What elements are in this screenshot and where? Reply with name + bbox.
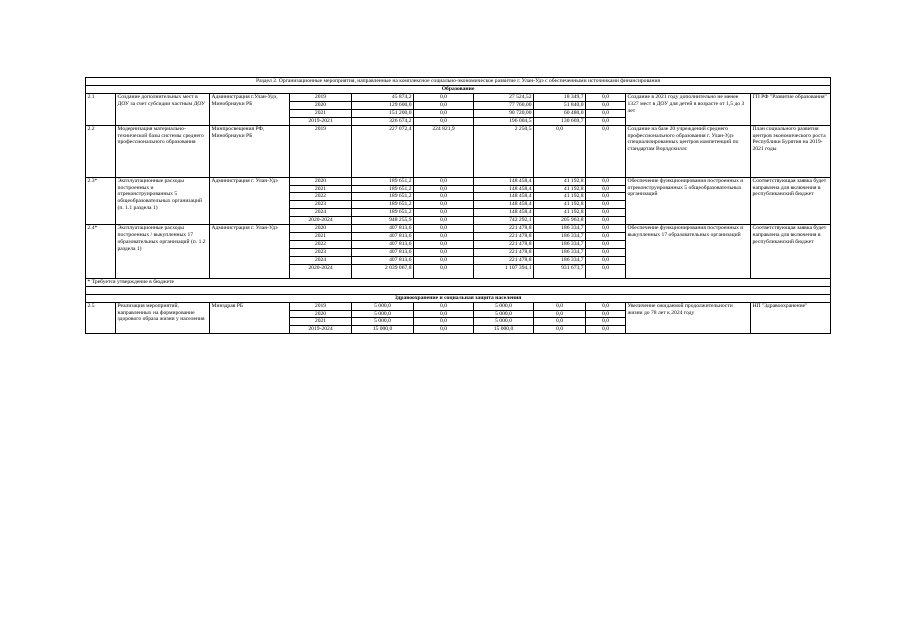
measure-name: Создание дополнительных мест в ДОУ за счет субсидии частным ДОУ — [116, 94, 210, 126]
total-cell: 189 651,2 — [352, 193, 414, 201]
total-cell: 407 813,6 — [352, 225, 414, 233]
table-row — [86, 177, 831, 185]
responsible-org: Администрация г.Улан-Удэ, Минобрнауки РБ — [210, 94, 290, 126]
federal-cell: 0,0 — [414, 248, 474, 256]
federal-cell: 0,0 — [414, 326, 474, 334]
program-ref: План социального развития центров экономического роста Республики Бурятия на 2019-2021 годы — [751, 125, 831, 177]
regional-cell: 148 458,4 — [474, 193, 534, 201]
table-row — [86, 302, 831, 310]
local-cell: 186 334,7 — [534, 256, 586, 264]
federal-cell: 0,0 — [414, 117, 474, 125]
measures-table — [85, 77, 831, 334]
regional-cell: 221 478,8 — [474, 248, 534, 256]
federal-cell: 0,0 — [414, 209, 474, 217]
regional-cell: 148 458,4 — [474, 177, 534, 185]
year-cell: 2020-2024 — [290, 264, 352, 278]
table-row — [86, 125, 831, 177]
expected-result: Создание на базе 20 учреждений среднего профессионального образования г. Улан-Удэ специализированных центров компетенций по стандартам Ворлдскиллс — [626, 125, 751, 177]
total-cell: 189 651,2 — [352, 201, 414, 209]
federal-cell: 0,0 — [414, 94, 474, 102]
federal-cell: 0,0 — [414, 109, 474, 117]
local-cell: 0,0 — [534, 310, 586, 318]
other-cell: 0,0 — [586, 193, 626, 201]
total-cell: 407 813,6 — [352, 256, 414, 264]
other-cell: 0,0 — [586, 117, 626, 125]
total-cell: 189 651,2 — [352, 185, 414, 193]
local-cell: 41 192,8 — [534, 209, 586, 217]
local-cell: 186 334,7 — [534, 232, 586, 240]
spacer-row — [86, 286, 831, 294]
total-cell: 407 813,6 — [352, 248, 414, 256]
federal-cell: 0,0 — [414, 217, 474, 225]
program-ref: Соответствующая заявка будет направлена для включения в республиканский бюджет — [751, 177, 831, 224]
other-cell: 0,0 — [586, 125, 626, 177]
federal-cell: 0,0 — [414, 240, 474, 248]
other-cell: 0,0 — [586, 310, 626, 318]
section-education: Образование — [86, 86, 831, 94]
regional-cell: 27 524,52 — [474, 94, 534, 102]
other-cell: 0,0 — [586, 94, 626, 102]
total-cell: 2 039 067,8 — [352, 264, 414, 278]
other-cell: 0,0 — [586, 209, 626, 217]
year-cell: 2019 — [290, 125, 352, 177]
total-cell: 407 813,6 — [352, 232, 414, 240]
row-number: 2.2 — [86, 125, 116, 177]
table-row — [86, 225, 831, 233]
federal-cell: 0,0 — [414, 302, 474, 310]
regional-cell: 196 004,5 — [474, 117, 534, 125]
year-cell: 2022 — [290, 240, 352, 248]
other-cell: 0,0 — [586, 225, 626, 233]
year-cell: 2020 — [290, 177, 352, 185]
measure-name: Эксплуатационные расходы построенных / выкупленных 17 образовательных организаций (п. 1.2 раздела 1) — [116, 225, 210, 279]
regional-cell: 5 000,0 — [474, 310, 534, 318]
federal-cell: 0,0 — [414, 318, 474, 326]
local-cell: 51 840,0 — [534, 101, 586, 109]
local-cell: 186 334,7 — [534, 225, 586, 233]
regional-cell: 15 000,0 — [474, 326, 534, 334]
other-cell: 0,0 — [586, 326, 626, 334]
measure-name: Эксплуатационные расходы построенных и отреконструированных 5 общеобразовательных организаций (п. 1.1 раздела 1) — [116, 177, 210, 224]
row-number: 2.3* — [86, 177, 116, 224]
regional-cell: 221 478,8 — [474, 256, 534, 264]
year-cell: 2019-2021 — [290, 117, 352, 125]
federal-cell: 0,0 — [414, 185, 474, 193]
total-cell: 15 000,0 — [352, 326, 414, 334]
regional-cell: 148 458,4 — [474, 201, 534, 209]
local-cell: 205 963,8 — [534, 217, 586, 225]
local-cell: 41 192,8 — [534, 193, 586, 201]
empty-cell — [86, 286, 831, 294]
total-cell: 227 072,4 — [352, 125, 414, 177]
responsible-org: Администрация г. Улан-Удэ — [210, 177, 290, 224]
local-cell: 186 334,7 — [534, 240, 586, 248]
local-cell: 0,0 — [534, 326, 586, 334]
local-cell: 18 349,7 — [534, 94, 586, 102]
regional-cell: 77 760,00 — [474, 101, 534, 109]
local-cell: 60 480,0 — [534, 109, 586, 117]
program-ref: НП "Здравоохранение" — [751, 302, 831, 334]
total-cell: 189 651,2 — [352, 177, 414, 185]
table-title: Раздел 2. Организационные мероприятия, направленные на комплексное социально-экономическое развитие г. Улан-Удэ с обеспеченными источниками финансирования — [86, 78, 831, 86]
local-cell: 41 192,8 — [534, 201, 586, 209]
expected-result: Обеспечение функционирования построенных и выкупленных 17 образовательных организаций — [626, 225, 751, 279]
other-cell: 0,0 — [586, 201, 626, 209]
year-cell: 2020 — [290, 225, 352, 233]
local-cell: 0,0 — [534, 125, 586, 177]
measure-name: Реализация мероприятий, направленных на формирование здорового образа жизни у населения — [116, 302, 210, 334]
federal-cell: 0,0 — [414, 264, 474, 278]
year-cell: 2024 — [290, 209, 352, 217]
section-health: Здравоохранение и социальная защита населения — [86, 294, 831, 302]
total-cell: 5 000,0 — [352, 310, 414, 318]
local-cell: 0,0 — [534, 318, 586, 326]
program-ref: Соответствующая заявка будет направлена для включения в республиканский бюджет — [751, 225, 831, 279]
other-cell: 0,0 — [586, 240, 626, 248]
document-sheet — [85, 77, 830, 334]
federal-cell: 0,0 — [414, 101, 474, 109]
local-cell: 186 334,7 — [534, 248, 586, 256]
local-cell: 0,0 — [534, 302, 586, 310]
other-cell: 0,0 — [586, 185, 626, 193]
expected-result: Увеличение ожидаемой продолжительности жизни до 78 лет к 2024 году — [626, 302, 751, 334]
year-cell: 2020 — [290, 310, 352, 318]
local-cell: 931 673,7 — [534, 264, 586, 278]
regional-cell: 148 458,4 — [474, 185, 534, 193]
federal-cell: 0,0 — [414, 310, 474, 318]
total-cell: 129 600,0 — [352, 101, 414, 109]
regional-cell: 221 478,8 — [474, 240, 534, 248]
total-cell: 5 000,0 — [352, 318, 414, 326]
total-cell: 5 000,0 — [352, 302, 414, 310]
federal-cell: 0,0 — [414, 193, 474, 201]
table-row — [86, 94, 831, 102]
regional-cell: 5 000,0 — [474, 318, 534, 326]
regional-cell: 2 250,5 — [474, 125, 534, 177]
other-cell: 0,0 — [586, 217, 626, 225]
expected-result: Создание в 2021 году дополнительно не менее 1327 мест в ДОУ для детей в возрасте от 1,5 до 3 лет — [626, 94, 751, 126]
total-cell: 326 674,2 — [352, 117, 414, 125]
row-number: 2.5 — [86, 302, 116, 334]
responsible-org: Минздрав РБ — [210, 302, 290, 334]
program-ref: ГП РФ "Развитие образования" — [751, 94, 831, 126]
year-cell: 2021 — [290, 232, 352, 240]
total-cell: 45 874,2 — [352, 94, 414, 102]
other-cell: 0,0 — [586, 101, 626, 109]
total-cell: 407 813,6 — [352, 240, 414, 248]
federal-cell: 0,0 — [414, 256, 474, 264]
year-cell: 2020-2024 — [290, 217, 352, 225]
year-cell: 2023 — [290, 248, 352, 256]
federal-cell: 0,0 — [414, 201, 474, 209]
other-cell: 0,0 — [586, 248, 626, 256]
measure-name: Модернизация материально-технической базы системы среднего профессионального образования — [116, 125, 210, 177]
year-cell: 2019-2024 — [290, 326, 352, 334]
year-cell: 2021 — [290, 109, 352, 117]
year-cell: 2022 — [290, 193, 352, 201]
expected-result: Обеспечение функционирования построенных и отреконструированных 5 общеобразовательных организаций — [626, 177, 751, 224]
regional-cell: 1 107 394,1 — [474, 264, 534, 278]
regional-cell: 5 000,0 — [474, 302, 534, 310]
regional-cell: 221 478,8 — [474, 232, 534, 240]
total-cell: 948 255,9 — [352, 217, 414, 225]
local-cell: 41 192,8 — [534, 177, 586, 185]
year-cell: 2024 — [290, 256, 352, 264]
regional-cell: 221 478,8 — [474, 225, 534, 233]
year-cell: 2020 — [290, 101, 352, 109]
year-cell: 2019 — [290, 302, 352, 310]
federal-cell: 224 821,9 — [414, 125, 474, 177]
other-cell: 0,0 — [586, 177, 626, 185]
federal-cell: 0,0 — [414, 232, 474, 240]
federal-cell: 0,0 — [414, 177, 474, 185]
row-number: 2.4* — [86, 225, 116, 279]
year-cell: 2021 — [290, 185, 352, 193]
responsible-org: Минпросвещения РФ, Минобрнауки РБ — [210, 125, 290, 177]
year-cell: 2021 — [290, 318, 352, 326]
other-cell: 0,0 — [586, 256, 626, 264]
other-cell: 0,0 — [586, 109, 626, 117]
regional-cell: 148 458,4 — [474, 209, 534, 217]
row-number: 2.1 — [86, 94, 116, 126]
local-cell: 41 192,8 — [534, 185, 586, 193]
responsible-org: Администрация г. Улан-Удэ — [210, 225, 290, 279]
local-cell: 130 669,7 — [534, 117, 586, 125]
year-cell: 2019 — [290, 94, 352, 102]
other-cell: 0,0 — [586, 232, 626, 240]
federal-cell: 0,0 — [414, 225, 474, 233]
other-cell: 0,0 — [586, 302, 626, 310]
footnote: * Требуется утверждение в бюджете — [86, 278, 831, 286]
regional-cell: 742 292,1 — [474, 217, 534, 225]
other-cell: 0,0 — [586, 264, 626, 278]
regional-cell: 90 720,00 — [474, 109, 534, 117]
year-cell: 2023 — [290, 201, 352, 209]
total-cell: 151 200,0 — [352, 109, 414, 117]
other-cell: 0,0 — [586, 318, 626, 326]
total-cell: 189 651,2 — [352, 209, 414, 217]
